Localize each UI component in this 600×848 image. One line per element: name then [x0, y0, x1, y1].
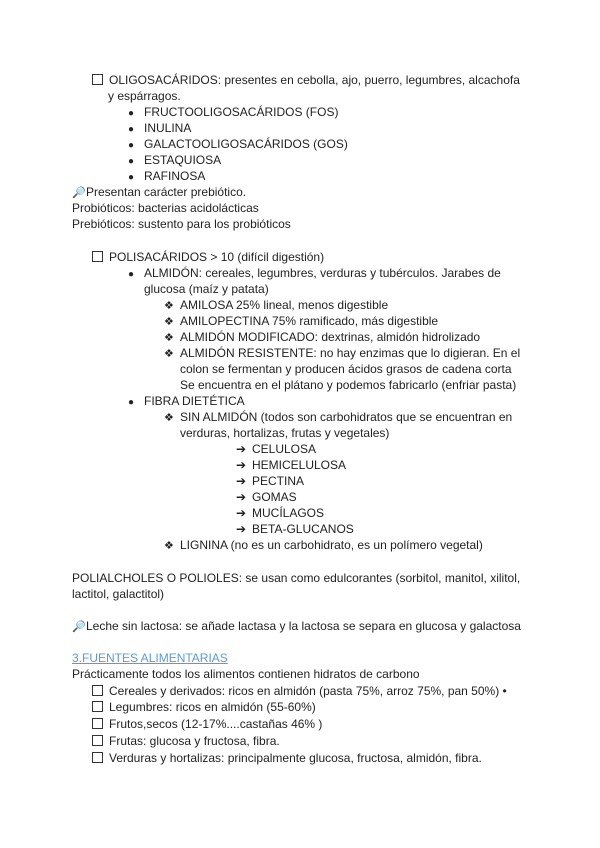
bullet-icon: ● — [128, 269, 135, 280]
bullet-icon: ● — [128, 172, 135, 183]
list-item: ● RAFINOSA — [128, 168, 205, 186]
oligo-heading: OLIGOSACÁRIDOS: presentes en cebolla, ajo, puerro, legumbres, alcachofa — [92, 72, 520, 88]
checkbox-icon — [92, 685, 103, 696]
amilosa-item: ❖ AMILOSA 25% lineal, menos digestible — [164, 298, 389, 312]
list-item: Cereales y derivados: ricos en almidón (pasta 75%, arroz 75%, pan 50%) • — [92, 683, 507, 699]
bullet-icon: ● — [128, 108, 135, 119]
arrow-right-icon: ➔ — [236, 474, 247, 488]
prebioticos-note: Prebióticos: sustento para los probióticos — [72, 217, 291, 231]
list-item: ➔ BETA-GLUCANOS — [236, 522, 354, 536]
sin-almidon-item: ❖ SIN ALMIDÓN (todos son carbohidratos que se encuentran en — [164, 410, 513, 424]
sin-almidon-item-cont: verduras, hortalizas, frutas y vegetales) — [180, 426, 390, 440]
checkbox-icon — [92, 735, 103, 746]
section-3-title[interactable]: 3.FUENTES ALIMENTARIAS — [72, 651, 228, 665]
bullet-icon: ● — [128, 397, 135, 408]
polialcholes-text: POLIALCHOLES O POLIOLES: se usan como edulcorantes (sorbitol, manitol, xilitol, — [72, 571, 521, 585]
diamond-bullet-icon: ❖ — [164, 412, 174, 424]
checkbox-icon — [92, 701, 103, 712]
diamond-bullet-icon: ❖ — [164, 316, 174, 328]
lignina-item: ❖ LIGNINA (no es un carbohidrato, es un polímero vegetal) — [164, 538, 483, 552]
poli-heading: POLISACÁRIDOS > 10 (difícil digestión) — [92, 249, 324, 265]
list-item: ● INULINA — [128, 120, 191, 138]
arrow-right-icon: ➔ — [236, 458, 247, 472]
checkbox-icon — [92, 251, 103, 262]
resistente-item-cont: colon se fermentan y producen ácidos grasos de cadena corta — [180, 362, 512, 376]
list-item: ➔ HEMICELULOSA — [236, 458, 347, 472]
prebiotic-note: 🔎Presentan carácter prebiótico. — [72, 185, 247, 199]
resistente-item: ❖ ALMIDÓN RESISTENTE: no hay enzimas que lo digieran. En el — [164, 346, 521, 360]
list-item: Legumbres: ricos en almidón (55-60%) — [92, 699, 316, 715]
magnifier-icon: 🔎 — [72, 621, 86, 633]
list-item: ➔ MUCÍLAGOS — [236, 506, 325, 520]
bullet-icon: ● — [128, 156, 135, 167]
list-item: ➔ CELULOSA — [236, 442, 317, 456]
almidon-item: ● ALMIDÓN: cereales, legumbres, verduras y tubérculos. Jarabes de — [128, 265, 501, 283]
list-item: ➔ PECTINA — [236, 474, 305, 488]
almidon-item-cont: glucosa (maíz y patata) — [144, 282, 269, 296]
checkbox-icon — [92, 752, 103, 763]
leche-note: 🔎Leche sin lactosa: se añade lactasa y la lactosa se separa en glucosa y galactosa — [72, 619, 521, 633]
diamond-bullet-icon: ❖ — [164, 332, 174, 344]
bullet-icon: ● — [128, 124, 135, 135]
amilopectina-item: ❖ AMILOPECTINA 75% ramificado, más digestible — [164, 314, 439, 328]
checkbox-icon — [92, 718, 103, 729]
arrow-right-icon: ➔ — [236, 442, 247, 456]
list-item: Frutas: glucosa y fructosa, fibra. — [92, 733, 280, 749]
diamond-bullet-icon: ❖ — [164, 348, 174, 360]
arrow-right-icon: ➔ — [236, 522, 247, 536]
list-item: ● GALACTOOLIGOSACÁRIDOS (GOS) — [128, 136, 348, 154]
arrow-right-icon: ➔ — [236, 490, 247, 504]
diamond-bullet-icon: ❖ — [164, 540, 174, 552]
list-item: ● FRUCTOOLIGOSACÁRIDOS (FOS) — [128, 104, 338, 122]
resistente-item-cont: Se encuentra en el plátano y podemos fabricarlo (enfriar pasta) — [180, 378, 517, 392]
polialcholes-text-cont: lactitol, galactitol) — [72, 587, 165, 601]
list-item: ● ESTAQUIOSA — [128, 152, 221, 170]
fibra-item: ● FIBRA DIETÉTICA — [128, 393, 245, 411]
probioticos-note: Probióticos: bacterias acidolácticas — [72, 201, 259, 215]
checkbox-icon — [92, 74, 103, 85]
diamond-bullet-icon: ❖ — [164, 300, 174, 312]
modificado-item: ❖ ALMIDÓN MODIFICADO: dextrinas, almidón hidrolizado — [164, 330, 481, 344]
section-3-intro: Prácticamente todos los alimentos contienen hidratos de carbono — [72, 667, 420, 681]
list-item: Frutos,secos (12-17%....castañas 46% ) — [92, 716, 322, 732]
arrow-right-icon: ➔ — [236, 506, 247, 520]
oligo-heading-cont: y espárragos. — [108, 89, 181, 103]
list-item: Verduras y hortalizas: principalmente glucosa, fructosa, almidón, fibra. — [92, 750, 482, 766]
bullet-icon: ● — [128, 140, 135, 151]
list-item: ➔ GOMAS — [236, 490, 297, 504]
magnifier-icon: 🔎 — [72, 187, 86, 199]
